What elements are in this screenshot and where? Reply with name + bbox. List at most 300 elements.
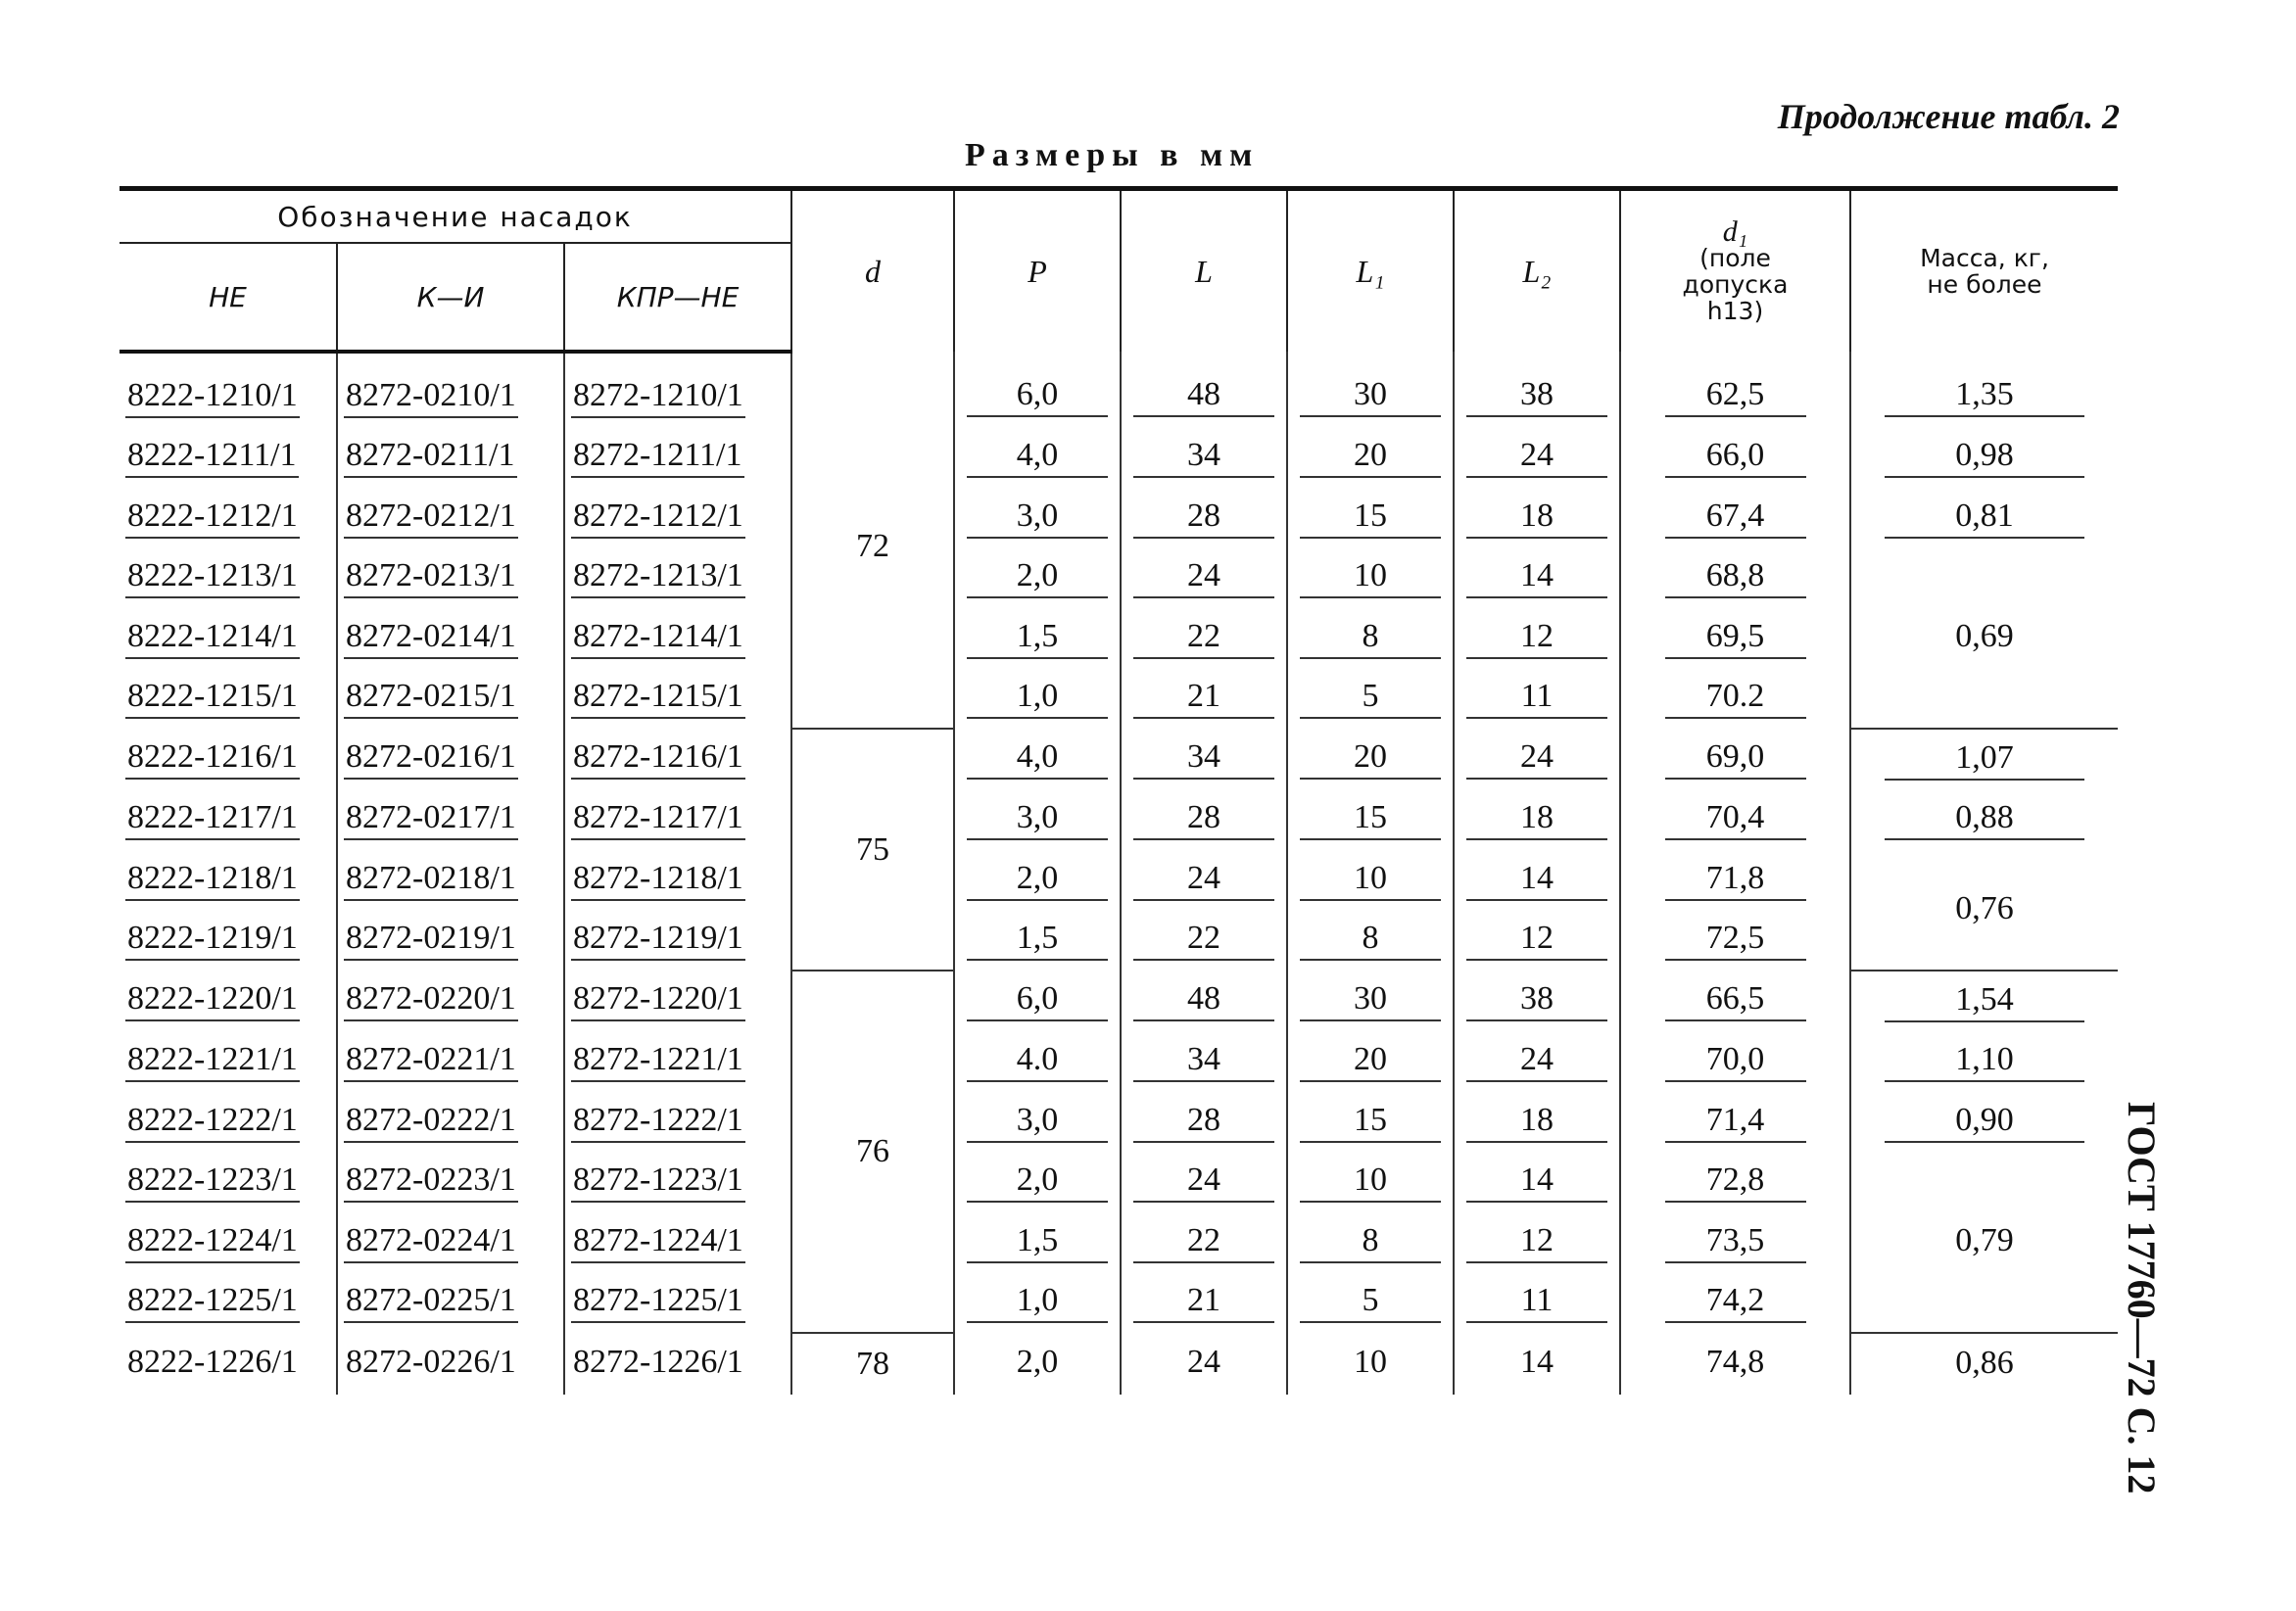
cell-l-value: 48: [1133, 376, 1274, 417]
cell-d1-value: 71,8: [1665, 860, 1806, 901]
cell-d1: [1620, 1212, 1850, 1273]
cell-ki-value: 8272-0224/1: [344, 1222, 518, 1263]
cell-mass: [1850, 1032, 2118, 1093]
cell-l2: [1454, 548, 1620, 609]
cell-ki: [337, 548, 564, 609]
cell-l1: [1287, 729, 1454, 790]
cell-kprne-value: 8272-1212/1: [571, 498, 745, 539]
table-row: [120, 911, 2118, 971]
cell-l2: [1454, 669, 1620, 730]
cell-kprne: [564, 428, 791, 489]
cell-l-value: 22: [1133, 1222, 1274, 1263]
cell-mass: [1850, 1092, 2118, 1153]
cell-kprne-value: 8272-1218/1: [571, 860, 745, 901]
cell-d1: [1620, 1153, 1850, 1213]
cell-l2: [1454, 488, 1620, 548]
cell-mass-value: 0,98: [1885, 437, 2084, 478]
cell-ne: [120, 1032, 337, 1093]
table-row: [120, 729, 2118, 790]
cell-l2: [1454, 790, 1620, 851]
cell-d1-value: 70.2: [1665, 678, 1806, 719]
cell-l: [1121, 971, 1287, 1032]
cell-l: [1121, 669, 1287, 730]
cell-ne-value: 8222-1221/1: [125, 1041, 300, 1082]
cell-ki: [337, 669, 564, 730]
cell-l1-value: 20: [1300, 738, 1441, 780]
cell-l-value: 22: [1133, 618, 1274, 659]
cell-kprne-value: 8272-1220/1: [571, 980, 745, 1021]
cell-l2: [1454, 729, 1620, 790]
cell-d1: [1620, 428, 1850, 489]
cell-p: [954, 1212, 1121, 1273]
side-label: ГОСТ 17760—72 С. 12: [2120, 1102, 2164, 1494]
cell-p: [954, 1092, 1121, 1153]
cell-mass: [1850, 1153, 2118, 1334]
cell-l2-value: 12: [1466, 1222, 1607, 1263]
cell-l-value: 34: [1133, 738, 1274, 780]
cell-p-value: 4,0: [967, 437, 1108, 478]
cell-kprne-value: 8272-1225/1: [571, 1282, 745, 1323]
cell-p: [954, 1032, 1121, 1093]
cell-ki: [337, 1032, 564, 1093]
cell-p-value: 2,0: [1016, 1344, 1059, 1381]
cell-d1: [1620, 669, 1850, 730]
cell-ne-value: 8222-1210/1: [125, 377, 300, 418]
cell-d1: [1620, 911, 1850, 971]
cell-p: [954, 971, 1121, 1032]
cell-l: [1121, 488, 1287, 548]
cell-kprne-value: 8272-1211/1: [571, 437, 744, 478]
cell-kprne: [564, 971, 791, 1032]
cell-ne-value: 8222-1224/1: [125, 1222, 300, 1263]
cell-d: 78: [791, 1333, 954, 1395]
cell-mass-value: 0,79: [1955, 1222, 2014, 1259]
cell-ki: [337, 428, 564, 489]
cell-l: [1121, 428, 1287, 489]
cell-ki-value: 8272-0211/1: [344, 437, 517, 478]
cell-l1: [1287, 1212, 1454, 1273]
cell-p: [954, 1273, 1121, 1334]
cell-kprne: [564, 1273, 791, 1334]
header-p: P: [954, 189, 1121, 353]
cell-l2-value: 38: [1466, 980, 1607, 1021]
cell-kprne: [564, 669, 791, 730]
cell-d1: [1620, 850, 1850, 911]
cell-l1: [1287, 790, 1454, 851]
cell-kprne-value: 8272-1219/1: [571, 920, 745, 961]
cell-ne-value: 8222-1219/1: [125, 920, 300, 961]
cell-d1-value: 68,8: [1665, 557, 1806, 598]
cell-l2-value: 14: [1466, 1161, 1607, 1203]
cell-p: [954, 548, 1121, 609]
units-label: Размеры в мм: [965, 137, 1260, 173]
cell-p-value: 3,0: [967, 1102, 1108, 1143]
cell-l1-value: 30: [1300, 980, 1441, 1021]
table-row: [120, 1333, 2118, 1395]
cell-p: [954, 352, 1121, 428]
cell-l-value: 34: [1133, 437, 1274, 478]
cell-ki: [337, 1212, 564, 1273]
cell-d1-value: 72,8: [1665, 1161, 1806, 1203]
cell-mass-value: 0,81: [1885, 498, 2084, 539]
header-d1-line4: h13): [1706, 297, 1764, 325]
header-kprne: КПР—НЕ: [564, 243, 791, 352]
cell-l-value: 28: [1133, 498, 1274, 539]
cell-d1-value: 66,5: [1665, 980, 1806, 1021]
cell-l: [1121, 1273, 1287, 1334]
cell-l1-value: 15: [1300, 498, 1441, 539]
cell-l-value: 24: [1133, 860, 1274, 901]
cell-p-value: 1,5: [967, 618, 1108, 659]
cell-kprne: [564, 1212, 791, 1273]
cell-l1: [1287, 850, 1454, 911]
cell-ki-value: 8272-0215/1: [344, 678, 518, 719]
cell-d1: [1620, 352, 1850, 428]
cell-ne: [120, 1333, 337, 1395]
cell-l1-value: 20: [1300, 437, 1441, 478]
cell-l2-value: 24: [1466, 1041, 1607, 1082]
cell-l2-value: 24: [1466, 738, 1607, 780]
cell-l-value: 48: [1133, 980, 1274, 1021]
cell-d1-value: 69,0: [1665, 738, 1806, 780]
cell-p-value: 1,5: [967, 1222, 1108, 1263]
header-ki: К—И: [337, 243, 564, 352]
cell-mass: [1850, 850, 2118, 971]
cell-kprne: [564, 1153, 791, 1213]
cell-l1: [1287, 488, 1454, 548]
table-row: [120, 1092, 2118, 1153]
cell-ki-value: 8272-0214/1: [344, 618, 518, 659]
cell-d1-value: 74,8: [1705, 1344, 1765, 1381]
cell-l2: [1454, 1212, 1620, 1273]
header-l: L: [1121, 189, 1287, 353]
cell-d1: [1620, 548, 1850, 609]
cell-l2-value: 14: [1466, 860, 1607, 901]
cell-l1-value: 8: [1300, 618, 1441, 659]
cell-l1: [1287, 1032, 1454, 1093]
cell-mass-value: 0,90: [1885, 1102, 2084, 1143]
cell-ne-value: 8222-1218/1: [125, 860, 300, 901]
cell-l-value: 22: [1133, 920, 1274, 961]
cell-ne-value: 8222-1226/1: [127, 1344, 298, 1381]
cell-ne-value: 8222-1222/1: [125, 1102, 300, 1143]
cell-d1-value: 73,5: [1665, 1222, 1806, 1263]
cell-ki: [337, 729, 564, 790]
header-mass: [1850, 189, 2118, 353]
cell-ne: [120, 1273, 337, 1334]
cell-l2-value: 14: [1466, 557, 1607, 598]
table-row: [120, 1212, 2118, 1273]
cell-l1-value: 10: [1300, 860, 1441, 901]
header-nozzle-designation: Обозначение насадок: [120, 189, 791, 244]
cell-l1-value: 8: [1300, 1222, 1441, 1263]
cell-kprne-value: 8272-1223/1: [571, 1161, 745, 1203]
continuation-label: Продолжение табл. 2: [1777, 97, 2120, 136]
cell-l1: [1287, 352, 1454, 428]
header-d1: [1620, 189, 1850, 353]
cell-p-value: 2,0: [967, 860, 1108, 901]
cell-ne-value: 8222-1211/1: [125, 437, 299, 478]
cell-ne: [120, 971, 337, 1032]
cell-p: [954, 1153, 1121, 1213]
cell-kprne-value: 8272-1213/1: [571, 557, 745, 598]
cell-l2: [1454, 1153, 1620, 1213]
cell-p: [954, 911, 1121, 971]
cell-p-value: 1,5: [967, 920, 1108, 961]
cell-ne-value: 8222-1220/1: [125, 980, 300, 1021]
cell-mass: [1850, 488, 2118, 548]
cell-l: [1121, 729, 1287, 790]
cell-l1: [1287, 971, 1454, 1032]
cell-ki: [337, 352, 564, 428]
cell-ki: [337, 1092, 564, 1153]
table-row: [120, 1032, 2118, 1093]
cell-ki-value: 8272-0213/1: [344, 557, 518, 598]
cell-l-value: 34: [1133, 1041, 1274, 1082]
cell-p-value: 1,0: [967, 1282, 1108, 1323]
cell-ne: [120, 488, 337, 548]
cell-ne: [120, 850, 337, 911]
cell-l1: [1287, 428, 1454, 489]
cell-mass: [1850, 352, 2118, 428]
cell-l1: [1287, 1333, 1454, 1395]
cell-l-value: 24: [1133, 1161, 1274, 1203]
cell-l2-value: 12: [1466, 618, 1607, 659]
cell-ki: [337, 608, 564, 669]
cell-d1-value: 70,4: [1665, 799, 1806, 840]
cell-kprne-value: 8272-1224/1: [571, 1222, 745, 1263]
cell-ne: [120, 911, 337, 971]
cell-d1: [1620, 1333, 1850, 1395]
header-d1-line3: допуска: [1682, 270, 1789, 299]
cell-l1: [1287, 548, 1454, 609]
cell-p: [954, 850, 1121, 911]
header-mass-line2: не более: [1927, 270, 2042, 299]
cell-l-value: 24: [1133, 557, 1274, 598]
cell-ne: [120, 1153, 337, 1213]
header-d1-symbol: d₁: [1722, 215, 1748, 248]
cell-ki: [337, 971, 564, 1032]
cell-ki-value: 8272-0221/1: [344, 1041, 518, 1082]
cell-l1-value: 10: [1300, 557, 1441, 598]
table-row: [120, 790, 2118, 851]
cell-l2-value: 24: [1466, 437, 1607, 478]
cell-mass: [1850, 790, 2118, 851]
cell-ne: [120, 1092, 337, 1153]
cell-mass: [1850, 548, 2118, 730]
table-row: [120, 608, 2118, 669]
cell-d1: [1620, 729, 1850, 790]
cell-ne-value: 8222-1217/1: [125, 799, 300, 840]
cell-ne: [120, 352, 337, 428]
table-row: [120, 352, 2118, 428]
table-row: [120, 850, 2118, 911]
cell-ne-value: 8222-1212/1: [125, 498, 300, 539]
cell-d1-value: 72,5: [1665, 920, 1806, 961]
cell-kprne: [564, 1333, 791, 1395]
cell-d1-value: 70,0: [1665, 1041, 1806, 1082]
cell-mass-value: 0,86: [1955, 1344, 2014, 1381]
cell-ki-value: 8272-0226/1: [346, 1344, 516, 1381]
cell-ki: [337, 1333, 564, 1395]
cell-ne: [120, 548, 337, 609]
cell-ne-value: 8222-1223/1: [125, 1161, 300, 1203]
cell-l2: [1454, 850, 1620, 911]
cell-l1: [1287, 1273, 1454, 1334]
cell-ki: [337, 850, 564, 911]
cell-l: [1121, 548, 1287, 609]
cell-kprne: [564, 548, 791, 609]
cell-d1-value: 69,5: [1665, 618, 1806, 659]
cell-d1: [1620, 488, 1850, 548]
cell-ne: [120, 729, 337, 790]
cell-l2: [1454, 608, 1620, 669]
cell-ki: [337, 488, 564, 548]
cell-l1: [1287, 608, 1454, 669]
cell-kprne-value: 8272-1216/1: [571, 738, 745, 780]
cell-l2: [1454, 1273, 1620, 1334]
cell-mass-value: 1,54: [1885, 981, 2084, 1022]
cell-ki-value: 8272-0216/1: [344, 738, 518, 780]
cell-l2: [1454, 1032, 1620, 1093]
cell-kprne-value: 8272-1222/1: [571, 1102, 745, 1143]
cell-kprne-value: 8272-1226/1: [573, 1344, 743, 1381]
cell-l2-value: 11: [1466, 1282, 1607, 1323]
cell-l1: [1287, 669, 1454, 730]
cell-kprne: [564, 1092, 791, 1153]
cell-ki-value: 8272-0217/1: [344, 799, 518, 840]
cell-l1-value: 15: [1300, 799, 1441, 840]
cell-l2-value: 18: [1466, 498, 1607, 539]
cell-p: [954, 608, 1121, 669]
cell-l1-value: 10: [1354, 1344, 1387, 1381]
cell-d1: [1620, 1092, 1850, 1153]
table-body: [120, 352, 2118, 1395]
table-row: [120, 1273, 2118, 1334]
cell-ki-value: 8272-0223/1: [344, 1161, 518, 1203]
cell-kprne: [564, 1032, 791, 1093]
cell-l2-value: 18: [1466, 799, 1607, 840]
cell-p: [954, 669, 1121, 730]
cell-d1-value: 66,0: [1665, 437, 1806, 478]
cell-p-value: 2,0: [967, 1161, 1108, 1203]
table-row: [120, 1153, 2118, 1213]
cell-ne: [120, 1212, 337, 1273]
cell-mass: [1850, 971, 2118, 1032]
cell-l2-value: 11: [1466, 678, 1607, 719]
cell-kprne-value: 8272-1221/1: [571, 1041, 745, 1082]
cell-l2-value: 12: [1466, 920, 1607, 961]
cell-p-value: 6,0: [967, 376, 1108, 417]
cell-l1-value: 5: [1300, 678, 1441, 719]
table-row: [120, 428, 2118, 489]
cell-l1: [1287, 1153, 1454, 1213]
cell-kprne: [564, 790, 791, 851]
cell-p-value: 2,0: [967, 557, 1108, 598]
cell-kprne-value: 8272-1215/1: [571, 678, 745, 719]
cell-p-value: 6,0: [967, 980, 1108, 1021]
cell-d1-value: 71,4: [1665, 1102, 1806, 1143]
cell-l2: [1454, 428, 1620, 489]
cell-ki: [337, 790, 564, 851]
cell-kprne: [564, 608, 791, 669]
cell-ki-value: 8272-0218/1: [344, 860, 518, 901]
cell-ki-value: 8272-0210/1: [344, 377, 518, 418]
cell-l-value: 28: [1133, 1102, 1274, 1143]
cell-d: 75: [791, 729, 954, 971]
cell-l2: [1454, 1333, 1620, 1395]
table-row: [120, 971, 2118, 1032]
cell-l: [1121, 1333, 1287, 1395]
cell-ki: [337, 1273, 564, 1334]
cell-p-value: 4.0: [967, 1041, 1108, 1082]
cell-mass-value: 1,35: [1885, 376, 2084, 417]
cell-l2-value: 14: [1520, 1344, 1554, 1381]
cell-l1: [1287, 911, 1454, 971]
cell-p: [954, 1333, 1121, 1395]
cell-l2-value: 38: [1466, 376, 1607, 417]
cell-l1-value: 8: [1300, 920, 1441, 961]
cell-kprne: [564, 911, 791, 971]
dimensions-table: [120, 186, 2118, 1395]
cell-d: 72: [791, 352, 954, 729]
cell-ne-value: 8222-1225/1: [125, 1282, 300, 1323]
cell-l: [1121, 911, 1287, 971]
cell-mass-value: 1,07: [1885, 739, 2084, 781]
cell-l-value: 28: [1133, 799, 1274, 840]
cell-l2: [1454, 911, 1620, 971]
table-row: [120, 548, 2118, 609]
cell-l1-value: 15: [1300, 1102, 1441, 1143]
cell-ki-value: 8272-0225/1: [344, 1282, 518, 1323]
cell-d: 76: [791, 971, 954, 1333]
cell-mass-value: 1,10: [1885, 1041, 2084, 1082]
cell-kprne-value: 8272-1217/1: [571, 799, 745, 840]
cell-p-value: 4,0: [967, 738, 1108, 780]
table-row: [120, 669, 2118, 730]
cell-l1-value: 20: [1300, 1041, 1441, 1082]
cell-d1: [1620, 608, 1850, 669]
cell-kprne: [564, 352, 791, 428]
cell-kprne: [564, 850, 791, 911]
cell-p: [954, 488, 1121, 548]
cell-p-value: 3,0: [967, 799, 1108, 840]
cell-l1-value: 30: [1300, 376, 1441, 417]
cell-ki: [337, 911, 564, 971]
cell-mass-value: 0,69: [1955, 618, 2014, 655]
cell-l2: [1454, 971, 1620, 1032]
cell-l: [1121, 790, 1287, 851]
cell-l-value: 21: [1133, 678, 1274, 719]
cell-mass: [1850, 428, 2118, 489]
cell-l: [1121, 352, 1287, 428]
header-l2: L₂: [1454, 189, 1620, 353]
cell-l2: [1454, 352, 1620, 428]
cell-d1-value: 62,5: [1665, 376, 1806, 417]
cell-kprne: [564, 729, 791, 790]
cell-l-value: 24: [1187, 1344, 1220, 1381]
cell-d1: [1620, 790, 1850, 851]
cell-mass: [1850, 729, 2118, 790]
cell-l: [1121, 850, 1287, 911]
cell-p-value: 3,0: [967, 498, 1108, 539]
cell-ne: [120, 790, 337, 851]
cell-p-value: 1,0: [967, 678, 1108, 719]
cell-ki-value: 8272-0219/1: [344, 920, 518, 961]
cell-l1-value: 5: [1300, 1282, 1441, 1323]
cell-ne-value: 8222-1215/1: [125, 678, 300, 719]
cell-ki: [337, 1153, 564, 1213]
